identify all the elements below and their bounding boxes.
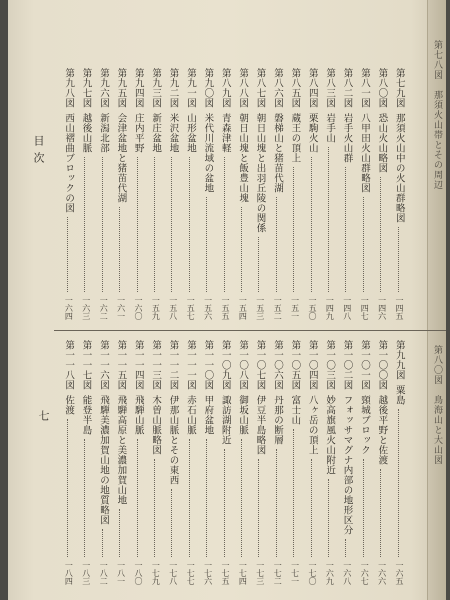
leader-dots <box>345 167 348 292</box>
figure-number: 第一〇〇図 <box>376 340 388 390</box>
figure-number: 第一〇六図 <box>271 340 283 390</box>
leader-dots <box>293 429 296 557</box>
figure-title: フォッサマグナ内部の地形区分 <box>341 395 353 535</box>
figure-title: 岩手火山群 <box>341 113 353 163</box>
figure-title: 飛騨山脈 <box>132 395 144 435</box>
page-reference: 一八〇 <box>134 561 143 585</box>
figure-title: 岩手山 <box>324 113 336 143</box>
toc-entry <box>61 68 75 320</box>
figure-title: 恐山火山略図 <box>376 113 388 173</box>
toc-entry <box>148 340 162 585</box>
leader-dots <box>206 197 209 292</box>
leader-dots <box>258 459 261 557</box>
figure-number: 第一〇八図 <box>237 340 249 390</box>
figure-title: 米沢盆地 <box>167 113 179 153</box>
page-reference: 一七四 <box>238 561 248 585</box>
figure-title: 妙高旗風火山附近 <box>324 395 336 475</box>
page-reference: 一七五 <box>221 561 230 585</box>
leader-dots <box>241 439 244 557</box>
page-reference: 一八三 <box>81 561 91 585</box>
figure-title: 甲府盆地 <box>202 395 214 435</box>
page-reference: 一六九 <box>325 561 335 585</box>
page-reference: 一七九 <box>151 561 161 585</box>
figure-number: 第一一〇図 <box>202 340 214 390</box>
figure-title: 木曽山脈略図 <box>150 395 162 455</box>
figure-number: 第一〇四図 <box>306 340 318 390</box>
leader-dots <box>276 197 279 292</box>
figure-title: 八ヶ岳の頂上 <box>306 395 318 455</box>
leader-dots <box>189 157 192 292</box>
page-reference: 一七八 <box>168 561 178 585</box>
leader-dots <box>345 539 348 557</box>
toc-entry <box>357 340 371 585</box>
leader-dots <box>311 459 314 557</box>
figure-title: 山形盆地 <box>184 113 196 153</box>
toc-entry <box>96 340 110 585</box>
figure-number: 第八一図 <box>358 68 370 108</box>
page-reference: 一五八 <box>168 296 178 320</box>
figure-number: 第八〇図 <box>376 68 388 108</box>
toc-entry <box>305 340 319 585</box>
figure-title: 越後山脈 <box>80 113 92 153</box>
page-reference: 一四九 <box>325 296 335 320</box>
page-reference: 一四七 <box>360 296 370 320</box>
figure-title: 越後平野と佐渡 <box>376 395 388 465</box>
figure-title: 米代川流域の盆地 <box>202 113 214 193</box>
facing-page-text-bottom: 第八〇図 鳥海山と大山図 <box>432 345 442 465</box>
page-reference: 一五六 <box>203 296 213 320</box>
figure-title: 飛騨高原と美濃加賀山地 <box>115 395 127 505</box>
figure-title: 富士山 <box>289 395 301 425</box>
figure-number: 第八二図 <box>341 68 353 108</box>
figure-number: 第九四図 <box>132 68 144 108</box>
page-reference: 一六〇 <box>134 296 143 320</box>
figure-number: 第九九図 <box>393 340 405 380</box>
figure-number: 第九五図 <box>115 68 127 108</box>
toc-entry <box>79 68 93 320</box>
toc-entry <box>270 340 284 585</box>
page-reference: 一八四 <box>64 561 74 585</box>
running-head-contents: 目次 <box>32 135 45 169</box>
leader-dots <box>189 439 192 557</box>
figure-number: 第一一八図 <box>63 340 75 390</box>
figure-number: 第八四図 <box>306 68 318 108</box>
figure-number: 第一〇三図 <box>324 340 336 390</box>
figure-number: 第九七図 <box>80 68 92 108</box>
toc-entry <box>131 68 145 320</box>
toc-entry <box>218 68 232 320</box>
figure-title: 磐梯山と猪苗代湖 <box>271 113 283 193</box>
figure-title: 青森津軽 <box>219 113 231 153</box>
figure-title: 新潟北部 <box>97 113 109 153</box>
figure-title: 那須火山中の火山群略図 <box>393 113 405 223</box>
page-number-label: 七 <box>37 410 50 427</box>
toc-entry <box>183 340 197 585</box>
page-reference: 一五五 <box>221 296 230 320</box>
figure-number: 第一〇五図 <box>289 340 301 390</box>
leader-dots <box>102 157 105 292</box>
figure-number: 第一一七図 <box>80 340 92 390</box>
page-reference: 一四八 <box>342 296 352 320</box>
toc-entry <box>183 68 197 320</box>
leader-dots <box>119 509 122 557</box>
page-reference: 一七六 <box>203 561 213 585</box>
leader-dots <box>311 157 314 292</box>
figure-number: 第九八図 <box>63 68 75 108</box>
toc-entry <box>166 340 180 585</box>
figure-number: 第一〇七図 <box>254 340 266 390</box>
figure-title: 西山褶曲ブロックの図 <box>63 113 75 213</box>
figure-number: 第八七図 <box>254 68 266 108</box>
leader-dots <box>171 489 174 557</box>
page-reference: 一七三 <box>255 561 265 585</box>
figure-title: 佐渡 <box>63 395 75 415</box>
toc-entry <box>96 68 110 320</box>
figure-number: 第一〇九図 <box>219 340 231 390</box>
leader-dots <box>328 147 331 292</box>
toc-entry <box>375 68 389 320</box>
page-reference: 一六一 <box>116 296 126 320</box>
figure-number: 第一一五図 <box>115 340 127 390</box>
figure-number: 第八九図 <box>219 68 231 108</box>
figure-title: 伊那山脈とその東西 <box>167 395 179 485</box>
figure-number: 第一一三図 <box>150 340 162 390</box>
leader-dots <box>293 167 296 292</box>
leader-dots <box>206 439 209 557</box>
figure-title: 粟島 <box>393 385 405 405</box>
figure-number: 第一〇一図 <box>358 340 370 390</box>
leader-dots <box>363 197 366 292</box>
leader-dots <box>328 479 331 557</box>
figure-title: 新庄盆地 <box>150 113 162 153</box>
leader-dots <box>84 439 87 557</box>
page-reference: 一六二 <box>99 296 109 320</box>
leader-dots <box>119 207 122 292</box>
page-reference: 一五九 <box>151 296 161 320</box>
page-reference: 一八二 <box>99 561 109 585</box>
toc-entry <box>288 340 302 585</box>
figure-title: 八甲田火山群略図 <box>358 113 370 193</box>
toc-entry <box>114 68 128 320</box>
leader-dots <box>154 157 157 292</box>
page-reference: 一八一 <box>116 561 126 585</box>
leader-dots <box>154 459 157 557</box>
figure-number: 第一〇二図 <box>341 340 353 390</box>
toc-entry <box>288 68 302 320</box>
leader-dots <box>67 419 70 557</box>
toc-entry <box>201 340 215 585</box>
figure-title: 蔵王の頂上 <box>289 113 301 163</box>
figure-number: 第九〇図 <box>202 68 214 108</box>
figure-number: 第八三図 <box>324 68 336 108</box>
figure-title: 飛騨美濃加賀山地の地質略図 <box>97 395 109 525</box>
figure-number: 第八六図 <box>271 68 283 108</box>
figure-number: 第九二図 <box>167 68 179 108</box>
page-reference: 一六三 <box>81 296 91 320</box>
figure-title: 伊豆半島略図 <box>254 395 266 455</box>
leader-dots <box>380 177 383 292</box>
page-reference: 一七二 <box>273 561 283 585</box>
page-reference: 一五四 <box>238 296 248 320</box>
figure-title: 朝日山塊と飯豊山塊 <box>237 113 249 203</box>
page-reference: 一五〇 <box>308 296 317 320</box>
toc-entry <box>79 340 93 585</box>
facing-page-text-top: 第七八図 那須火山帯とその周辺 <box>432 40 442 190</box>
figure-number: 第八五図 <box>289 68 301 108</box>
leader-dots <box>171 157 174 292</box>
toc-entry <box>114 340 128 585</box>
page-reference: 一五七 <box>186 296 196 320</box>
page-reference: 一五三 <box>255 296 265 320</box>
leader-dots <box>241 207 244 292</box>
facing-page-edge <box>427 0 446 600</box>
toc-entry <box>375 340 389 585</box>
toc-entry <box>322 340 336 585</box>
toc-entry <box>357 68 371 320</box>
figure-title: 御坂山脈 <box>237 395 249 435</box>
toc-entry <box>201 68 215 320</box>
figure-number: 第八八図 <box>237 68 249 108</box>
toc-entry <box>253 68 267 320</box>
toc-entry <box>392 340 406 585</box>
figure-title: 頸城ブロック <box>358 395 370 455</box>
figure-title: 庄内平野 <box>132 113 144 153</box>
figure-title: 朝日山塊と出羽丘陵の関係 <box>254 113 266 233</box>
leader-dots <box>258 237 261 292</box>
page-reference: 一五二 <box>273 296 283 320</box>
leader-dots <box>84 157 87 292</box>
figure-number: 第一一四図 <box>132 340 144 390</box>
figure-number: 第九一図 <box>184 68 196 108</box>
leader-dots <box>276 449 279 557</box>
page-reference: 一四五 <box>395 296 404 320</box>
leader-dots <box>137 439 140 557</box>
figure-title: 能登半島 <box>80 395 92 435</box>
leader-dots <box>102 529 105 557</box>
leader-dots <box>380 469 383 557</box>
page-reference: 一五一 <box>290 296 300 320</box>
leader-dots <box>67 217 70 292</box>
leader-dots <box>224 157 227 292</box>
page-reference: 一六五 <box>395 561 404 585</box>
section-divider <box>54 330 446 331</box>
leader-dots <box>137 157 140 292</box>
toc-entry <box>392 68 406 320</box>
leader-dots <box>363 459 366 557</box>
figure-number: 第一一一図 <box>184 340 196 390</box>
toc-entry <box>340 68 354 320</box>
toc-entry <box>340 340 354 585</box>
toc-entry <box>270 68 284 320</box>
toc-entry <box>218 340 232 585</box>
page-reference: 一六四 <box>64 296 74 320</box>
figure-number: 第九三図 <box>150 68 162 108</box>
toc-entry <box>305 68 319 320</box>
toc-entry <box>131 340 145 585</box>
book-page <box>8 0 446 600</box>
figure-number: 第一一六図 <box>97 340 109 390</box>
page-reference: 一七〇 <box>308 561 317 585</box>
leader-dots <box>398 227 401 292</box>
toc-entry <box>61 340 75 585</box>
toc-entry <box>235 340 249 585</box>
toc-entry <box>235 68 249 320</box>
page-reference: 一七七 <box>186 561 196 585</box>
figure-title: 会津盆地と猪苗代湖 <box>115 113 127 203</box>
page-reference: 一六六 <box>377 561 387 585</box>
toc-entry <box>322 68 336 320</box>
toc-entry <box>148 68 162 320</box>
page-reference: 一四六 <box>377 296 387 320</box>
page-reference: 一七一 <box>290 561 300 585</box>
figure-number: 第七九図 <box>393 68 405 108</box>
toc-entry <box>166 68 180 320</box>
figure-title: 赤石山脈 <box>184 395 196 435</box>
figure-number: 第九六図 <box>97 68 109 108</box>
page-reference: 一六七 <box>360 561 370 585</box>
figure-title: 栗駒火山 <box>306 113 318 153</box>
leader-dots <box>398 409 401 557</box>
page-reference: 一六八 <box>342 561 352 585</box>
figure-number: 第一一二図 <box>167 340 179 390</box>
figure-title: 諏訪湖附近 <box>219 395 231 445</box>
figure-title: 丹那の断層 <box>271 395 283 445</box>
leader-dots <box>224 449 227 557</box>
toc-entry <box>253 340 267 585</box>
